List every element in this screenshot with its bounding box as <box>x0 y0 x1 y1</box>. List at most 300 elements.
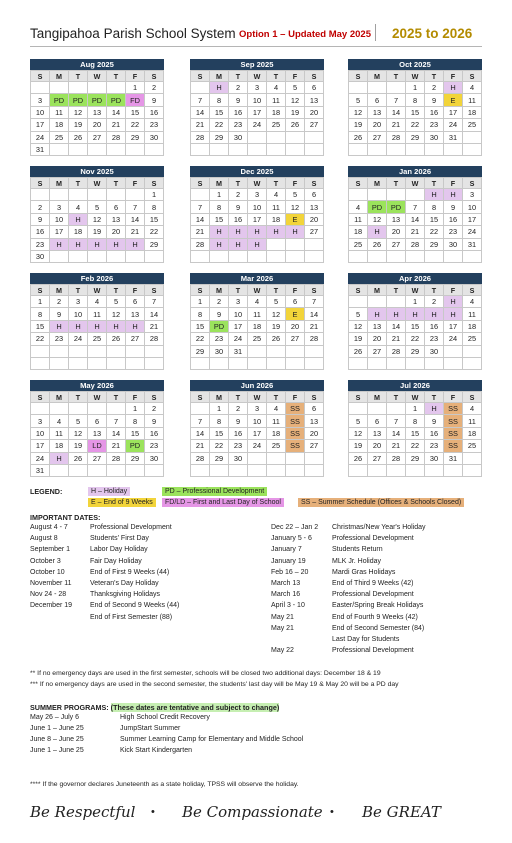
day-cell: 11 <box>267 94 286 106</box>
day-cell: SS <box>286 440 305 452</box>
day-cell: 21 <box>107 440 126 452</box>
day-cell: 4 <box>248 296 267 308</box>
day-cell: 12 <box>286 94 305 106</box>
week-row <box>191 415 324 427</box>
day-cell: SS <box>286 403 305 415</box>
day-cell: 30 <box>210 345 229 357</box>
weekday-header: M <box>368 285 387 296</box>
day-cell <box>50 464 69 476</box>
day-cell: 31 <box>444 452 463 464</box>
day-cell <box>444 250 463 262</box>
day-cell: 29 <box>406 452 425 464</box>
legend-title: LEGEND: <box>30 487 63 496</box>
day-cell: 29 <box>210 131 229 143</box>
day-cell <box>126 143 145 155</box>
month-title: May 2026 <box>30 380 164 391</box>
month-title: Mar 2026 <box>190 273 324 284</box>
day-cell <box>463 143 482 155</box>
day-cell: 18 <box>267 213 286 225</box>
week-row <box>31 106 164 118</box>
weekday-header: W <box>248 71 267 82</box>
date-event: Professional Development <box>90 524 172 531</box>
day-cell: 25 <box>463 440 482 452</box>
weekday-header: T <box>425 178 444 189</box>
day-cell: 1 <box>406 82 425 94</box>
weekday-header: T <box>107 71 126 82</box>
day-cell: SS <box>286 427 305 439</box>
day-cell: 5 <box>349 94 368 106</box>
weekday-header: M <box>368 178 387 189</box>
day-cell: 31 <box>31 464 50 476</box>
day-cell: 27 <box>126 333 145 345</box>
month-table <box>30 284 164 370</box>
day-cell: 31 <box>444 131 463 143</box>
day-cell: H <box>107 238 126 250</box>
month-title: Oct 2025 <box>348 59 482 70</box>
day-cell: 23 <box>425 119 444 131</box>
date-range: January 19 <box>271 557 306 565</box>
motto-separator: • <box>330 806 334 818</box>
day-cell: 25 <box>463 119 482 131</box>
day-cell <box>88 82 107 94</box>
day-cell: H <box>126 238 145 250</box>
day-cell <box>425 250 444 262</box>
day-cell: 11 <box>463 308 482 320</box>
day-cell <box>107 357 126 369</box>
day-cell: 11 <box>463 94 482 106</box>
week-row <box>31 452 164 464</box>
weekday-header: T <box>425 285 444 296</box>
day-cell: 12 <box>349 427 368 439</box>
day-cell: 17 <box>248 106 267 118</box>
day-cell: 14 <box>387 320 406 332</box>
weekday-header: S <box>145 71 164 82</box>
week-row <box>191 357 324 369</box>
day-cell: 6 <box>368 94 387 106</box>
day-cell: 4 <box>267 82 286 94</box>
day-cell: 21 <box>191 440 210 452</box>
day-cell <box>210 464 229 476</box>
week-row <box>349 403 482 415</box>
day-cell <box>88 357 107 369</box>
weekday-header: T <box>229 285 248 296</box>
day-cell: 13 <box>305 201 324 213</box>
date-range: October 10 <box>30 568 65 576</box>
page-title: Tangipahoa Parish School System <box>30 26 236 41</box>
weekday-header: M <box>210 392 229 403</box>
day-cell <box>191 464 210 476</box>
day-cell: 15 <box>191 320 210 332</box>
weekday-header: F <box>126 178 145 189</box>
day-cell: 12 <box>88 213 107 225</box>
day-cell: 20 <box>305 427 324 439</box>
day-cell <box>425 357 444 369</box>
day-cell: H <box>368 308 387 320</box>
day-cell: 22 <box>191 333 210 345</box>
day-cell: PD <box>368 201 387 213</box>
day-cell: 24 <box>444 333 463 345</box>
date-range: October 3 <box>30 557 61 565</box>
day-cell: H <box>69 238 88 250</box>
week-row <box>349 427 482 439</box>
week-row <box>31 201 164 213</box>
day-cell: 22 <box>145 226 164 238</box>
day-cell: 9 <box>145 94 164 106</box>
weekday-header: S <box>191 71 210 82</box>
day-cell: H <box>248 226 267 238</box>
day-cell: 2 <box>145 82 164 94</box>
day-cell <box>107 189 126 201</box>
day-cell: 19 <box>267 320 286 332</box>
day-cell: 22 <box>31 333 50 345</box>
day-cell: 25 <box>50 131 69 143</box>
day-cell: H <box>444 82 463 94</box>
weekday-header: W <box>406 71 425 82</box>
day-cell: 14 <box>107 427 126 439</box>
day-cell: 5 <box>88 201 107 213</box>
day-cell: 16 <box>145 427 164 439</box>
day-cell: H <box>88 320 107 332</box>
date-range: August 8 <box>30 535 58 543</box>
day-cell: 20 <box>368 333 387 345</box>
weekday-header: T <box>425 71 444 82</box>
month-title: Feb 2026 <box>30 273 164 284</box>
month-calendar <box>190 380 324 477</box>
day-cell: 19 <box>69 119 88 131</box>
weekday-header: S <box>463 71 482 82</box>
month-calendar <box>348 380 482 477</box>
month-table <box>30 70 164 156</box>
day-cell: 8 <box>210 201 229 213</box>
weekday-header: S <box>463 392 482 403</box>
day-cell: 26 <box>69 452 88 464</box>
day-cell: 13 <box>88 106 107 118</box>
day-cell <box>444 357 463 369</box>
day-cell: SS <box>444 440 463 452</box>
day-cell: 6 <box>107 201 126 213</box>
day-cell: 9 <box>229 201 248 213</box>
day-cell: 14 <box>107 106 126 118</box>
day-cell: 15 <box>126 106 145 118</box>
week-row <box>31 415 164 427</box>
day-cell: 16 <box>229 106 248 118</box>
day-cell: 27 <box>286 333 305 345</box>
day-cell: 30 <box>145 131 164 143</box>
week-row <box>349 143 482 155</box>
motto-compassionate: Be Compassionate <box>182 803 323 821</box>
day-cell <box>210 357 229 369</box>
day-cell: 18 <box>463 320 482 332</box>
day-cell <box>463 452 482 464</box>
school-year: 2025 to 2026 <box>392 26 473 41</box>
day-cell: 14 <box>387 427 406 439</box>
day-cell: 20 <box>286 320 305 332</box>
day-cell: 2 <box>50 296 69 308</box>
day-cell <box>107 403 126 415</box>
day-cell: 31 <box>229 345 248 357</box>
day-cell <box>368 82 387 94</box>
day-cell: 6 <box>305 189 324 201</box>
weekday-header: T <box>69 71 88 82</box>
day-cell: 24 <box>69 333 88 345</box>
day-cell: 18 <box>463 106 482 118</box>
day-cell: 25 <box>248 333 267 345</box>
day-cell: PD <box>126 440 145 452</box>
week-row <box>349 415 482 427</box>
week-row <box>31 296 164 308</box>
day-cell <box>406 464 425 476</box>
week-row <box>191 427 324 439</box>
weekday-header: S <box>349 178 368 189</box>
day-cell: 13 <box>88 427 107 439</box>
day-cell: PD <box>107 94 126 106</box>
day-cell: 4 <box>69 201 88 213</box>
note-second-semester: *** If no emergency days are used in the second semester, the students' last day will be May 19 & May 20 will be a PD day <box>30 681 399 688</box>
week-row <box>31 357 164 369</box>
day-cell: 21 <box>387 119 406 131</box>
day-cell: 1 <box>31 296 50 308</box>
day-cell <box>349 250 368 262</box>
day-cell <box>368 464 387 476</box>
week-row <box>191 345 324 357</box>
day-cell <box>349 357 368 369</box>
day-cell: 13 <box>368 106 387 118</box>
day-cell: 16 <box>145 106 164 118</box>
week-row <box>191 82 324 94</box>
day-cell: 17 <box>444 320 463 332</box>
day-cell <box>349 464 368 476</box>
day-cell: FD <box>126 94 145 106</box>
week-row <box>191 250 324 262</box>
day-cell: 14 <box>387 106 406 118</box>
weekday-header: T <box>267 285 286 296</box>
day-cell: 1 <box>145 189 164 201</box>
day-cell: 24 <box>229 333 248 345</box>
week-row <box>191 308 324 320</box>
day-cell: 28 <box>387 131 406 143</box>
day-cell: 5 <box>286 189 305 201</box>
weekday-header: W <box>406 285 425 296</box>
day-cell <box>349 403 368 415</box>
day-cell: 2 <box>229 403 248 415</box>
day-cell: 4 <box>50 415 69 427</box>
day-cell: 22 <box>425 226 444 238</box>
day-cell: 2 <box>210 296 229 308</box>
day-cell: 27 <box>305 119 324 131</box>
week-row <box>31 213 164 225</box>
day-cell: 4 <box>463 403 482 415</box>
weekday-header: F <box>126 71 145 82</box>
day-cell: H <box>126 320 145 332</box>
day-cell: 16 <box>31 226 50 238</box>
date-event: Fair Day Holiday <box>90 557 142 565</box>
weekday-header: M <box>50 178 69 189</box>
day-cell: 9 <box>229 94 248 106</box>
date-range: March 13 <box>271 580 301 587</box>
day-cell: 1 <box>406 403 425 415</box>
day-cell: 1 <box>191 296 210 308</box>
day-cell <box>368 296 387 308</box>
day-cell <box>349 82 368 94</box>
day-cell: 20 <box>387 226 406 238</box>
day-cell <box>463 357 482 369</box>
weekday-header: F <box>444 178 463 189</box>
day-cell: 3 <box>50 201 69 213</box>
day-cell <box>191 357 210 369</box>
day-cell: H <box>69 320 88 332</box>
day-cell: 11 <box>267 415 286 427</box>
day-cell: 12 <box>349 106 368 118</box>
day-cell <box>305 464 324 476</box>
day-cell <box>406 189 425 201</box>
day-cell: 11 <box>267 201 286 213</box>
month-calendar <box>30 59 164 156</box>
day-cell: 8 <box>406 415 425 427</box>
day-cell <box>145 357 164 369</box>
day-cell: 18 <box>267 106 286 118</box>
week-row <box>349 106 482 118</box>
day-cell: 26 <box>69 131 88 143</box>
day-cell: 29 <box>406 131 425 143</box>
day-cell <box>463 131 482 143</box>
summer-date: June 8 – June 25 <box>30 736 84 743</box>
weekday-header: M <box>50 285 69 296</box>
day-cell: 24 <box>31 131 50 143</box>
day-cell: 24 <box>248 440 267 452</box>
day-cell: 8 <box>406 94 425 106</box>
day-cell: 28 <box>387 452 406 464</box>
day-cell: 14 <box>305 308 324 320</box>
month-title: Nov 2025 <box>30 166 164 177</box>
week-row <box>349 333 482 345</box>
day-cell: 4 <box>267 403 286 415</box>
month-calendar <box>348 59 482 156</box>
date-event: End of Fourth 9 Weeks (42) <box>332 613 418 621</box>
day-cell: 22 <box>210 440 229 452</box>
date-event: Professional Development <box>332 535 414 543</box>
day-cell: 19 <box>349 333 368 345</box>
day-cell: 2 <box>145 403 164 415</box>
weekday-header: W <box>88 285 107 296</box>
day-cell: 20 <box>305 106 324 118</box>
day-cell: 10 <box>248 94 267 106</box>
day-cell <box>50 143 69 155</box>
day-cell: E <box>286 213 305 225</box>
day-cell: 13 <box>107 213 126 225</box>
weekday-header: T <box>387 178 406 189</box>
week-row <box>349 94 482 106</box>
weekday-header: F <box>444 71 463 82</box>
weekday-header: W <box>406 178 425 189</box>
day-cell: H <box>229 226 248 238</box>
day-cell: 6 <box>305 82 324 94</box>
day-cell: 1 <box>210 403 229 415</box>
month-calendar <box>190 273 324 370</box>
weekday-header: S <box>145 392 164 403</box>
date-event: Students' First Day <box>90 535 149 543</box>
day-cell <box>305 345 324 357</box>
day-cell: 19 <box>69 440 88 452</box>
day-cell: 17 <box>248 427 267 439</box>
day-cell <box>210 250 229 262</box>
day-cell: 13 <box>305 94 324 106</box>
day-cell <box>286 131 305 143</box>
weekday-header: T <box>69 178 88 189</box>
day-cell: 21 <box>191 226 210 238</box>
week-row <box>191 226 324 238</box>
day-cell <box>107 464 126 476</box>
week-row <box>31 143 164 155</box>
day-cell: 13 <box>368 320 387 332</box>
day-cell <box>126 189 145 201</box>
day-cell <box>387 82 406 94</box>
day-cell: H <box>425 308 444 320</box>
day-cell: 9 <box>31 213 50 225</box>
summer-program: High School Credit Recovery <box>120 714 210 721</box>
day-cell: 8 <box>145 201 164 213</box>
week-row <box>349 226 482 238</box>
day-cell <box>463 345 482 357</box>
day-cell <box>406 357 425 369</box>
day-cell: 5 <box>267 296 286 308</box>
day-cell <box>463 250 482 262</box>
day-cell: PD <box>69 94 88 106</box>
day-cell: 27 <box>387 238 406 250</box>
day-cell: 28 <box>191 452 210 464</box>
day-cell: 17 <box>31 440 50 452</box>
day-cell: 3 <box>248 82 267 94</box>
month-calendar <box>190 166 324 263</box>
day-cell: 23 <box>210 333 229 345</box>
day-cell <box>248 250 267 262</box>
day-cell: 25 <box>267 119 286 131</box>
week-row <box>31 464 164 476</box>
day-cell <box>248 143 267 155</box>
weekday-header: S <box>145 178 164 189</box>
day-cell <box>349 296 368 308</box>
day-cell: 19 <box>349 119 368 131</box>
day-cell <box>267 452 286 464</box>
day-cell <box>126 250 145 262</box>
month-title: Jun 2026 <box>190 380 324 391</box>
day-cell: 1 <box>126 403 145 415</box>
weekday-header: F <box>126 285 145 296</box>
weekday-header: T <box>229 71 248 82</box>
day-cell: LD <box>88 440 107 452</box>
week-row <box>191 296 324 308</box>
day-cell <box>88 403 107 415</box>
day-cell: 24 <box>31 452 50 464</box>
weekday-header: S <box>349 71 368 82</box>
day-cell: H <box>425 189 444 201</box>
day-cell: H <box>425 403 444 415</box>
week-row <box>349 250 482 262</box>
day-cell: 24 <box>248 119 267 131</box>
day-cell <box>69 464 88 476</box>
day-cell: 31 <box>463 238 482 250</box>
day-cell: 25 <box>267 440 286 452</box>
date-event: End of First 9 Weeks (44) <box>90 568 170 576</box>
day-cell: 12 <box>267 308 286 320</box>
week-row <box>349 308 482 320</box>
day-cell: 18 <box>267 427 286 439</box>
day-cell <box>444 464 463 476</box>
week-row <box>31 131 164 143</box>
week-row <box>31 440 164 452</box>
weekday-header: M <box>50 71 69 82</box>
day-cell: 15 <box>210 427 229 439</box>
motto-great: Be GREAT <box>362 803 441 821</box>
